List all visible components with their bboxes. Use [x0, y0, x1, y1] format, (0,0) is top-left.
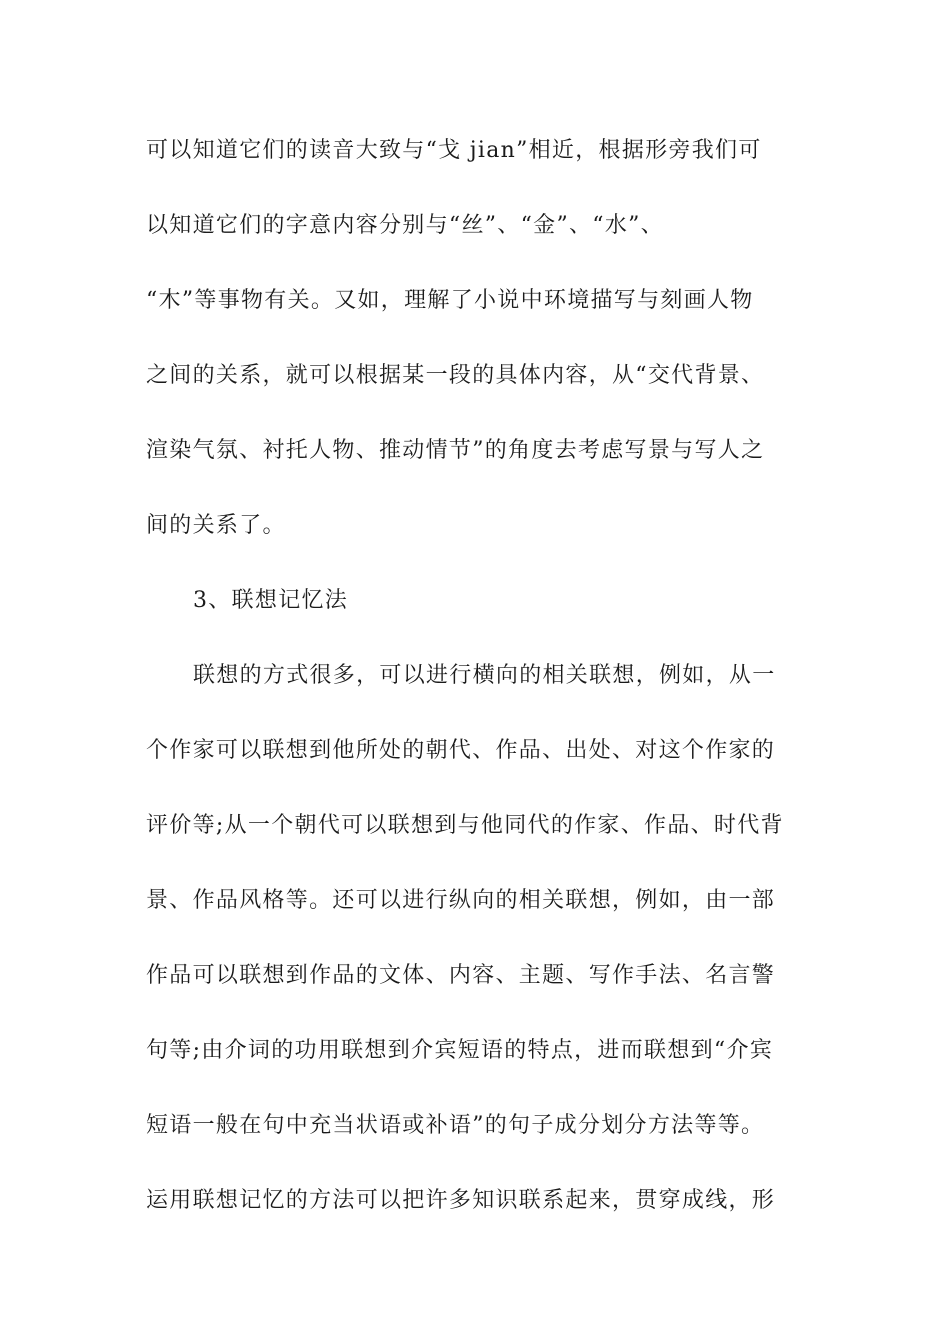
text-line: 渲染气氛、衬托人物、推动情节”的角度去考虑写景与写人之: [146, 438, 765, 463]
text-line: 运用联想记忆的方法可以把许多知识联系起来，贯穿成线，形: [146, 1188, 776, 1213]
text-line: 联想的方式很多，可以进行横向的相关联想，例如，从一: [193, 663, 776, 688]
text-line: 句等;由介词的功用联想到介宾短语的特点，进而联想到“介宾: [146, 1038, 774, 1063]
text-line: 之间的关系，就可以根据某一段的具体内容，从“交代背景、: [146, 363, 765, 388]
text-line: 景、作品风格等。还可以进行纵向的相关联想，例如，由一部: [146, 888, 776, 913]
text-line: 个作家可以联想到他所处的朝代、作品、出处、对这个作家的: [146, 738, 776, 763]
text-line: “木”等事物有关。又如，理解了小说中环境描写与刻画人物: [146, 288, 754, 313]
text-line: 间的关系了。: [146, 513, 286, 538]
text-line: 短语一般在句中充当状语或补语”的句子成分划分方法等等。: [146, 1113, 765, 1138]
text-line: 可以知道它们的读音大致与“戈 jian”相近，根据形旁我们可: [146, 138, 762, 163]
text-line: 以知道它们的字意内容分别与“丝”、“金”、“水”、: [146, 213, 664, 238]
section-heading: 3、联想记忆法: [193, 588, 349, 613]
text-line: 作品可以联想到作品的文体、内容、主题、写作手法、名言警: [146, 963, 776, 988]
text-line: 评价等;从一个朝代可以联想到与他同代的作家、作品、时代背: [146, 813, 784, 838]
